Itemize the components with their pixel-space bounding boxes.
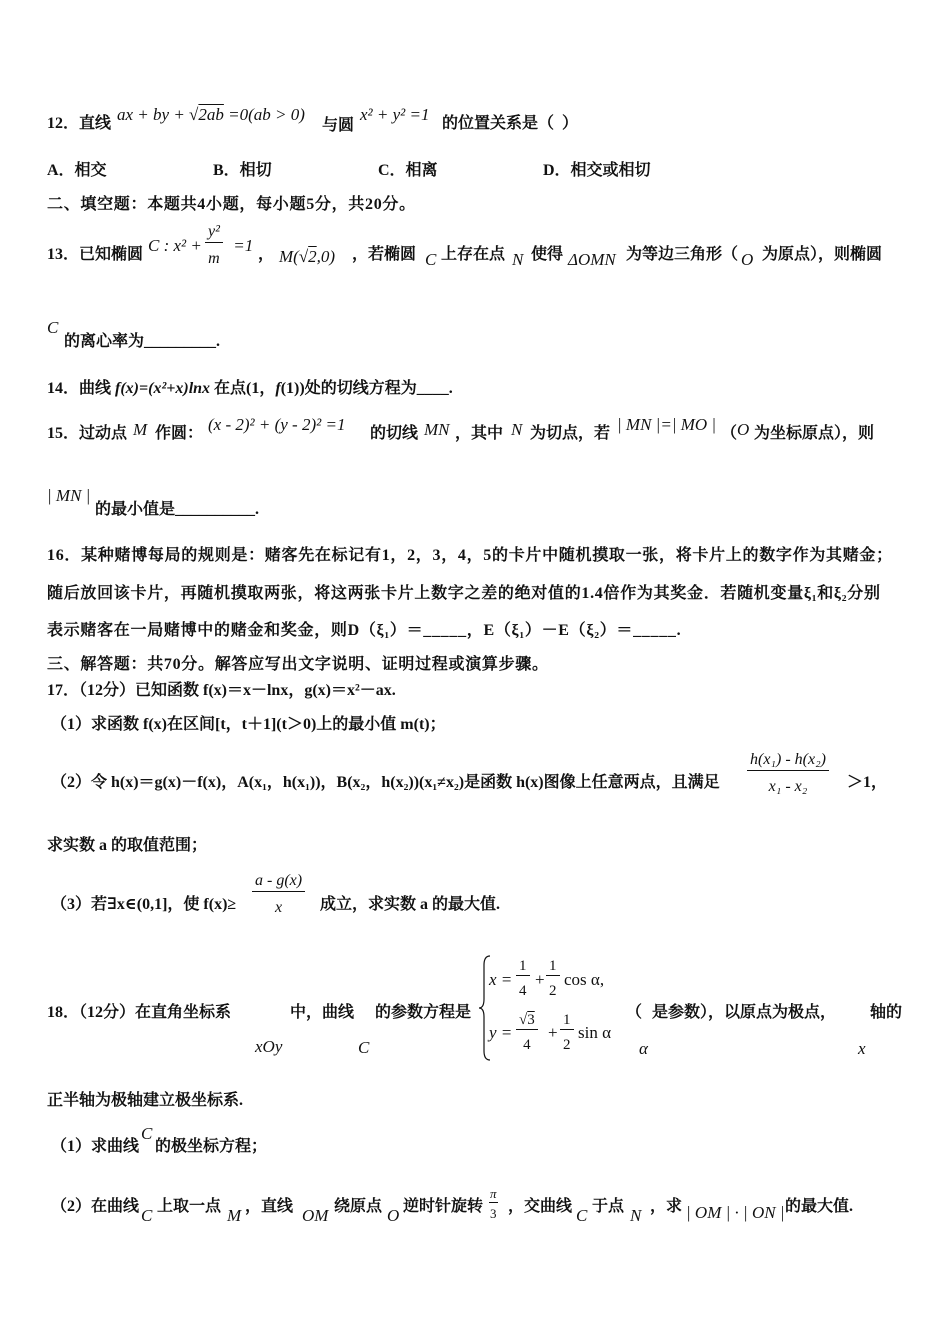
q18-part-2-text-e: 绕原点 xyxy=(334,1198,383,1215)
q17-part-2-line-2: 求实数 a 的取值范围； xyxy=(47,837,208,854)
q14-line xyxy=(47,379,453,399)
q18-sys-y-lhs: y = xyxy=(489,1023,513,1042)
q13-text-5: 为原点），则椭圆 xyxy=(762,246,883,263)
q13-comma: ， xyxy=(258,246,275,263)
q16-line-3: 表示赌客在一局赌博中的赌金和奖金，则D（ξ₁）＝_____，E（ξ₁）－E（ξ₂）＝_____. xyxy=(47,622,682,639)
q17-part-3: （3）若∃x∈(0,1]，使 f(x)≥ xyxy=(51,896,237,913)
q15-text-3: ，其中 xyxy=(455,425,504,442)
q14-number-label: 14．曲线 xyxy=(47,380,116,397)
q13-text-2: 上存在点 xyxy=(441,246,506,263)
q13-number-label: 13．已知椭圆 xyxy=(47,246,144,263)
q18-part-2-product: | OM | · | ON | xyxy=(686,1203,785,1222)
q15-number-label: 15．过动点 xyxy=(47,425,128,442)
q18-sys-y-fraction-1 xyxy=(516,1011,538,1054)
q12-number-label: 12．直线 xyxy=(47,115,112,132)
q18-part-1-text-b: 的极坐标方程； xyxy=(155,1138,268,1155)
q18-part-2-text-d: ，直线 xyxy=(245,1198,294,1215)
q17-part-3-numerator: a - g(x) xyxy=(252,871,305,892)
q18-part-2-angle-denominator: 3 xyxy=(490,1206,497,1221)
q17-part-2-numerator: h(x₁) - h(x₂) xyxy=(747,750,829,771)
q17-part-3-denominator: x xyxy=(274,899,283,916)
q14-function: f(x)=(x²+x)lnx xyxy=(115,380,211,397)
q18-part-1-var-c: C xyxy=(141,1124,153,1143)
q17-part-1: （1）求函数 f(x)在区间[t，t＋1](t＞0)上的最小值 m(t)； xyxy=(51,716,446,733)
q18-part-2-text-f: 逆时针旋转 xyxy=(403,1198,484,1215)
q14-text-2: (1))处的切线方程为____. xyxy=(280,380,453,397)
q18-sys-y-f1-numerator xyxy=(516,1011,538,1030)
q15-var-m: M xyxy=(133,420,148,439)
q18-part-2-var-c-2: C xyxy=(576,1206,588,1225)
q17-part-3-fraction xyxy=(252,871,305,918)
q13-var-o: O xyxy=(741,250,754,269)
q13-ellipse-fraction xyxy=(205,222,223,269)
q18-var-c: C xyxy=(358,1038,370,1057)
q18-sys-y-f1-radicand: 3 xyxy=(527,1012,535,1028)
q18-coord-system: xOy xyxy=(255,1037,283,1056)
q12-eq-part-b: =0(ab > 0) xyxy=(223,105,305,124)
q12-question-text: 的位置关系是（ ） xyxy=(442,115,579,132)
q14-function-f: f xyxy=(275,380,281,397)
q18-sys-y-tail: sin α xyxy=(578,1023,611,1042)
q15-abs-mn: | MN | xyxy=(47,486,91,505)
q16-line-1: 16．某种赌博每局的规则是：赌客先在标记有1，2，3，4，5的卡片中随机摸取一张，将卡片上的数字作为其赌金； xyxy=(47,547,893,564)
q13-ellipse-rhs: =1 xyxy=(229,236,254,255)
q18-stem-2: 中，曲线 xyxy=(290,1004,355,1021)
q15-var-n: N xyxy=(511,420,523,439)
q18-part-2-text-j: 的最大值. xyxy=(785,1198,854,1215)
q18-sys-y-f2-denominator: 2 xyxy=(563,1037,571,1053)
q18-sys-y-plus: + xyxy=(548,1023,558,1042)
q18-part-2-var-c: C xyxy=(141,1206,153,1225)
q12-circle-equation: x² + y² =1 xyxy=(360,105,430,124)
q18-part-1-text-a: （1）求曲线 xyxy=(51,1138,140,1155)
q13-text-4: 为等边三角形（ xyxy=(626,246,739,263)
q14-text-1: 在点(1， xyxy=(210,380,276,397)
q16-line-2: 随后放回该卡片，再随机摸取两张，将这两张卡片上数字之差的绝对值的1.4倍作为其奖金．若随机变量ξ₁和ξ₂分别 xyxy=(47,585,881,602)
q18-sys-x-f1-denominator: 4 xyxy=(519,983,527,999)
q13-var-c-2: C xyxy=(47,318,59,337)
q17-part-2-tail: ＞1， xyxy=(847,774,888,791)
q18-stem-5: 是参数），以原点为极点， xyxy=(652,1004,837,1021)
q18-stem-6: 轴的 xyxy=(870,1004,903,1021)
q18-part-2-angle-fraction xyxy=(489,1186,498,1222)
q15-condition: | MN |=| MO | xyxy=(617,415,717,434)
q18-part-2-var-o: O xyxy=(387,1206,400,1225)
q13-point-m xyxy=(279,247,335,267)
q13-var-n: N xyxy=(512,250,524,269)
q18-sys-x-plus: + xyxy=(535,970,545,989)
q13-point-part-b: ,0) xyxy=(316,247,336,266)
q12-option-d: D．相交或相切 xyxy=(543,162,651,179)
q17-stem: 17．（12分）已知函数 f(x)＝x－lnx，g(x)＝x²－ax. xyxy=(47,682,396,699)
sqrt-symbol: √ xyxy=(519,1012,528,1028)
q18-part-2-text-i: ，求 xyxy=(650,1198,683,1215)
q15-var-mn: MN xyxy=(424,420,450,439)
q18-stem-line-2: 正半轴为极轴建立极坐标系. xyxy=(47,1092,244,1109)
q13-ellipse-lhs: C : x² + xyxy=(148,236,207,255)
q15-text-5: （ xyxy=(721,425,738,442)
q13-var-c: C xyxy=(425,250,437,269)
q12-option-a: A．相交 xyxy=(47,162,107,179)
q15-circle-equation: (x - 2)² + (y - 2)² =1 xyxy=(208,415,346,434)
q13-triangle: ΔOMN xyxy=(568,250,616,269)
q17-part-3-tail: 成立，求实数 a 的最大值. xyxy=(320,896,501,913)
q18-sys-x-f2-numerator: 1 xyxy=(546,957,560,976)
q18-part-2-text-a: （2）在曲线 xyxy=(51,1198,140,1215)
q13-point-radicand: 2 xyxy=(308,247,317,266)
q18-stem-3: 的参数方程是 xyxy=(375,1004,472,1021)
q12-mid-text: 与圆 xyxy=(322,117,355,134)
q13-text-3: 使得 xyxy=(531,246,564,263)
q18-part-2-var-m: M xyxy=(227,1206,242,1225)
q18-part-2-var-n: N xyxy=(630,1206,642,1225)
q18-sys-x-f2-denominator: 2 xyxy=(549,983,557,999)
q12-eq-part-a: ax + by + xyxy=(117,105,190,124)
q17-part-2-fraction xyxy=(747,750,829,797)
q18-part-2-var-om: OM xyxy=(302,1206,329,1225)
q18-stem-4: （ xyxy=(626,1004,643,1021)
q15-text-1: 作圆： xyxy=(155,425,204,442)
q13-text-1: ，若椭圆 xyxy=(352,246,417,263)
q18-sys-y-f2-numerator: 1 xyxy=(560,1011,574,1030)
sqrt-symbol: √ xyxy=(298,247,309,266)
q18-stem-1: 18．（12分）在直角坐标系 xyxy=(47,1004,232,1021)
section-fill-heading: 二、填空题：本题共4小题，每小题5分，共20分。 xyxy=(47,196,416,213)
q12-line-equation xyxy=(117,105,305,125)
q15-text-2: 的切线 xyxy=(370,425,419,442)
q18-sys-x-f1-numerator: 1 xyxy=(516,957,530,976)
q18-sys-y-fraction-2 xyxy=(560,1011,574,1054)
q18-sys-x-tail: cos α, xyxy=(564,970,605,989)
section-answer-heading: 三、解答题：共70分。解答应写出文字说明、证明过程或演算步骤。 xyxy=(47,656,549,673)
q18-var-alpha: α xyxy=(639,1039,648,1058)
q12-option-b: B．相切 xyxy=(213,162,272,179)
q18-part-2-angle-numerator: π xyxy=(490,1186,497,1201)
q18-sys-y-f1-denominator: 4 xyxy=(523,1037,531,1053)
q15-var-o: O xyxy=(737,420,750,439)
q12-option-c: C．相离 xyxy=(378,162,438,179)
q17-part-2-denominator: x₁ - x₂ xyxy=(768,778,808,795)
q18-sys-x-fraction-1 xyxy=(516,957,530,1000)
q18-part-2-text-h: 于点 xyxy=(592,1198,625,1215)
q15-text-6: 为坐标原点），则 xyxy=(754,425,875,442)
q13-point-part-a: M( xyxy=(279,247,299,266)
q18-var-x: x xyxy=(858,1039,866,1058)
q15-blank-text: 的最小值是__________. xyxy=(95,501,260,518)
q13-ellipse-denominator: m xyxy=(208,250,220,267)
q13-blank-text: 的离心率为_________. xyxy=(64,333,221,350)
q13-ellipse-numerator: y² xyxy=(205,222,223,243)
q15-text-4: 为切点，若 xyxy=(530,425,611,442)
q18-part-2-text-g: ，交曲线 xyxy=(508,1198,573,1215)
q12-eq-radicand: 2ab xyxy=(198,105,224,124)
q18-sys-x-fraction-2 xyxy=(546,957,560,1000)
q17-part-2: （2）令 h(x)＝g(x)－f(x)，A(x₁，h(x₁))，B(x₂，h(x₂))(x₁≠x₂)是函数 h(x)图像上任意两点，且满足 xyxy=(51,774,720,791)
sqrt-symbol: √ xyxy=(189,105,199,124)
q18-part-2-text-b: 上取一点 xyxy=(157,1198,222,1215)
q18-sys-x-lhs: x = xyxy=(489,970,513,989)
